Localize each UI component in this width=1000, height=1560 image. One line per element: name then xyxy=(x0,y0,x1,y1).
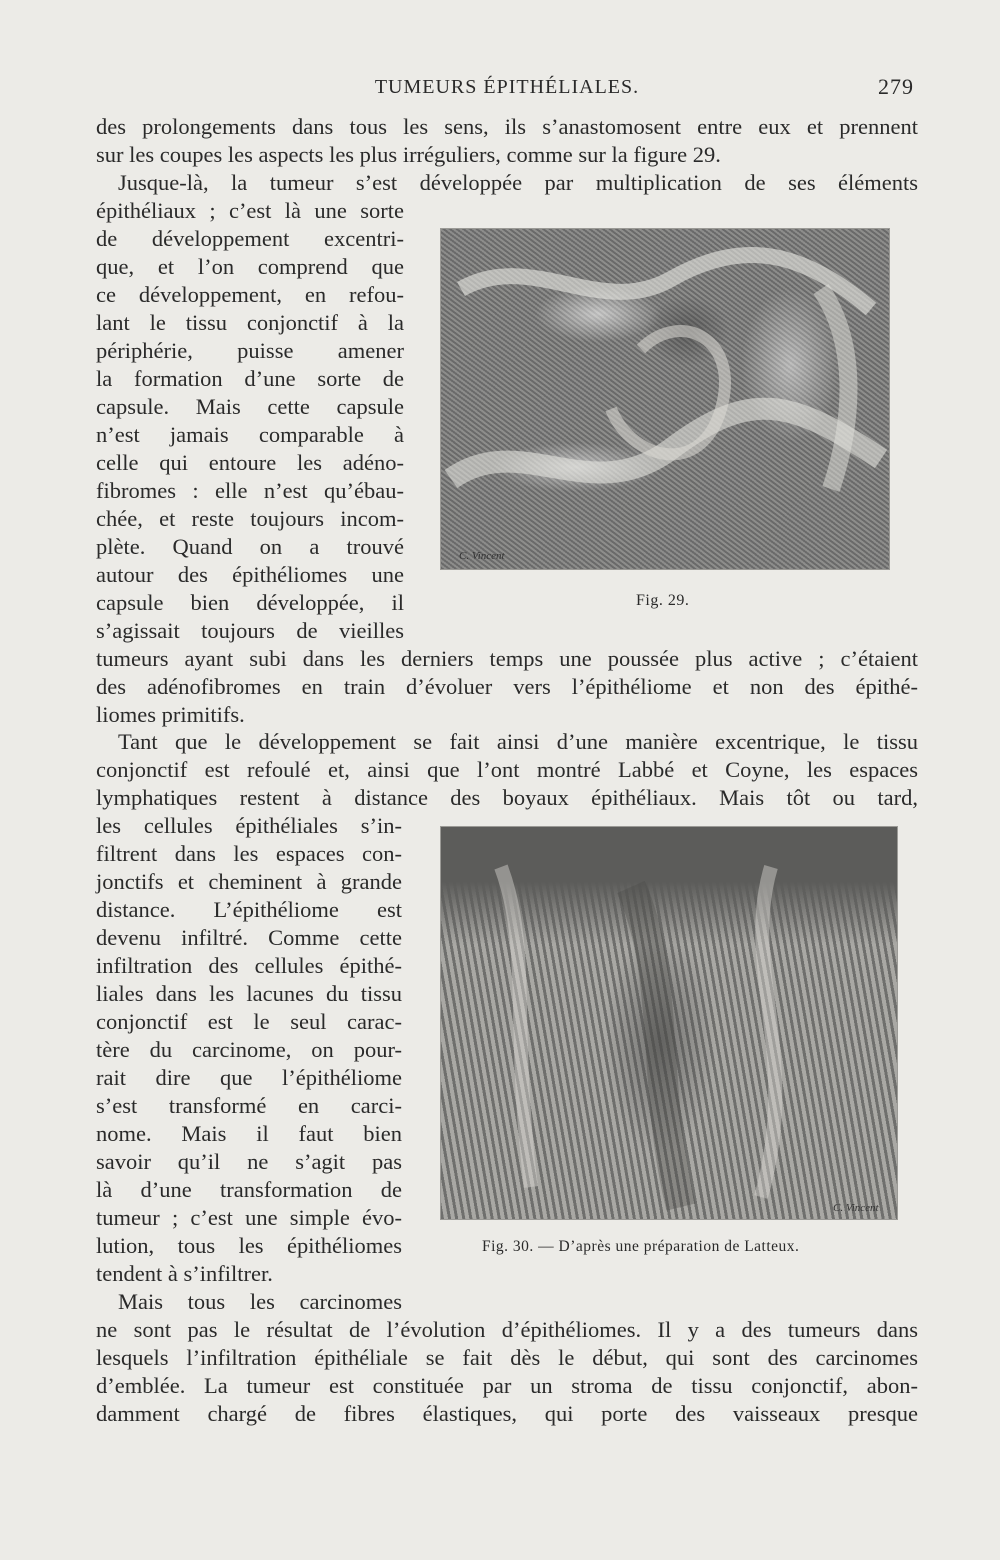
tissue-engraving xyxy=(441,229,889,569)
text-line: fibromes : elle n’est qu’ébau- xyxy=(96,478,404,503)
text-line: lymphatiques restent à distance des boyaux épithéliaux. Mais tôt ou tard, xyxy=(96,785,918,810)
page-number: 279 xyxy=(878,74,914,99)
text-line: capsule. Mais cette capsule xyxy=(96,394,404,419)
figure-caption: Fig. 29. xyxy=(636,592,690,609)
text-line: rait dire que l’épithéliome xyxy=(96,1065,402,1090)
text-line: liales dans les lacunes du tissu xyxy=(96,981,402,1006)
text-line: autour des épithéliomes une xyxy=(96,562,404,587)
figure-30-illustration xyxy=(440,826,898,1220)
text-line: ce développement, en refou- xyxy=(96,282,404,307)
text-line: devenu infiltré. Comme cette xyxy=(96,925,402,950)
text-line: que, et l’on comprend que xyxy=(96,254,404,279)
text-line: capsule bien développée, il xyxy=(96,590,404,615)
running-title: TUMEURS ÉPITHÉLIALES. xyxy=(374,76,640,98)
text-line: d’emblée. La tumeur est constituée par un stroma de tissu conjonctif, abon- xyxy=(96,1373,918,1398)
text-line: tumeur ; c’est une simple évo- xyxy=(96,1205,402,1230)
figure-caption: Fig. 30. — D’après une préparation de Latteux. xyxy=(482,1238,800,1255)
text-line: tère du carcinome, on pour- xyxy=(96,1037,402,1062)
text-line: celle qui entoure les adéno- xyxy=(96,450,404,475)
text-line: les cellules épithéliales s’in- xyxy=(96,813,402,838)
text-line: périphérie, puisse amener xyxy=(96,338,404,363)
text-line: s’agissait toujours de vieilles xyxy=(96,618,404,643)
text-line: tendent à s’infiltrer. xyxy=(96,1261,273,1286)
text-line: savoir qu’il ne s’agit pas xyxy=(96,1149,402,1174)
text-line: de développement excentri- xyxy=(96,226,404,251)
text-line: nome. Mais il faut bien xyxy=(96,1121,402,1146)
text-line: des prolongements dans tous les sens, ils s’anastomosent entre eux et prennent xyxy=(96,114,918,139)
text-line: ne sont pas le résultat de l’évolution d’épithéliomes. Il y a des tumeurs dans xyxy=(96,1317,918,1342)
text-line: chée, et reste toujours incom- xyxy=(96,506,404,531)
text-line: Jusque-là, la tumeur s’est développée par multiplication de ses éléments xyxy=(118,170,918,195)
text-line: la formation d’une sorte de xyxy=(96,366,404,391)
running-header xyxy=(96,72,918,106)
text-line: conjonctif est refoulé et, ainsi que l’ont montré Labbé et Coyne, les espaces xyxy=(96,757,918,782)
figure-signature: C. Vincent xyxy=(833,1202,879,1214)
text-line: sur les coupes les aspects les plus irréguliers, comme sur la figure 29. xyxy=(96,142,721,167)
text-line: lution, tous les épithéliomes xyxy=(96,1233,402,1258)
text-line: des adénofibromes en train d’évoluer vers l’épithéliome et non des épithé- xyxy=(96,674,918,699)
text-line: damment chargé de fibres élastiques, qui porte des vaisseaux presque xyxy=(96,1401,918,1426)
text-line: épithéliaux ; c’est là une sorte xyxy=(96,198,404,223)
text-line: infiltration des cellules épithé- xyxy=(96,953,402,978)
tissue-engraving xyxy=(441,827,897,1219)
text-line: s’est transformé en carci- xyxy=(96,1093,402,1118)
text-line: là d’une transformation de xyxy=(96,1177,402,1202)
text-line: tumeurs ayant subi dans les derniers temps une poussée plus active ; c’étaient xyxy=(96,646,918,671)
text-line: filtrent dans les espaces con- xyxy=(96,841,402,866)
figure-signature: C. Vincent xyxy=(459,550,505,562)
text-line: distance. L’épithéliome est xyxy=(96,897,402,922)
text-line: plète. Quand on a trouvé xyxy=(96,534,404,559)
figure-29-illustration xyxy=(440,228,890,570)
text-line: conjonctif est le seul carac- xyxy=(96,1009,402,1034)
text-line: liomes primitifs. xyxy=(96,702,245,727)
text-line: jonctifs et cheminent à grande xyxy=(96,869,402,894)
text-line: Mais tous les carcinomes xyxy=(118,1289,402,1314)
text-line: n’est jamais comparable à xyxy=(96,422,404,447)
text-line: lant le tissu conjonctif à la xyxy=(96,310,404,335)
text-line: lesquels l’infiltration épithéliale se fait dès le début, qui sont des carcinomes xyxy=(96,1345,918,1370)
text-line: Tant que le développement se fait ainsi d’une manière excentrique, le tissu xyxy=(118,729,918,754)
